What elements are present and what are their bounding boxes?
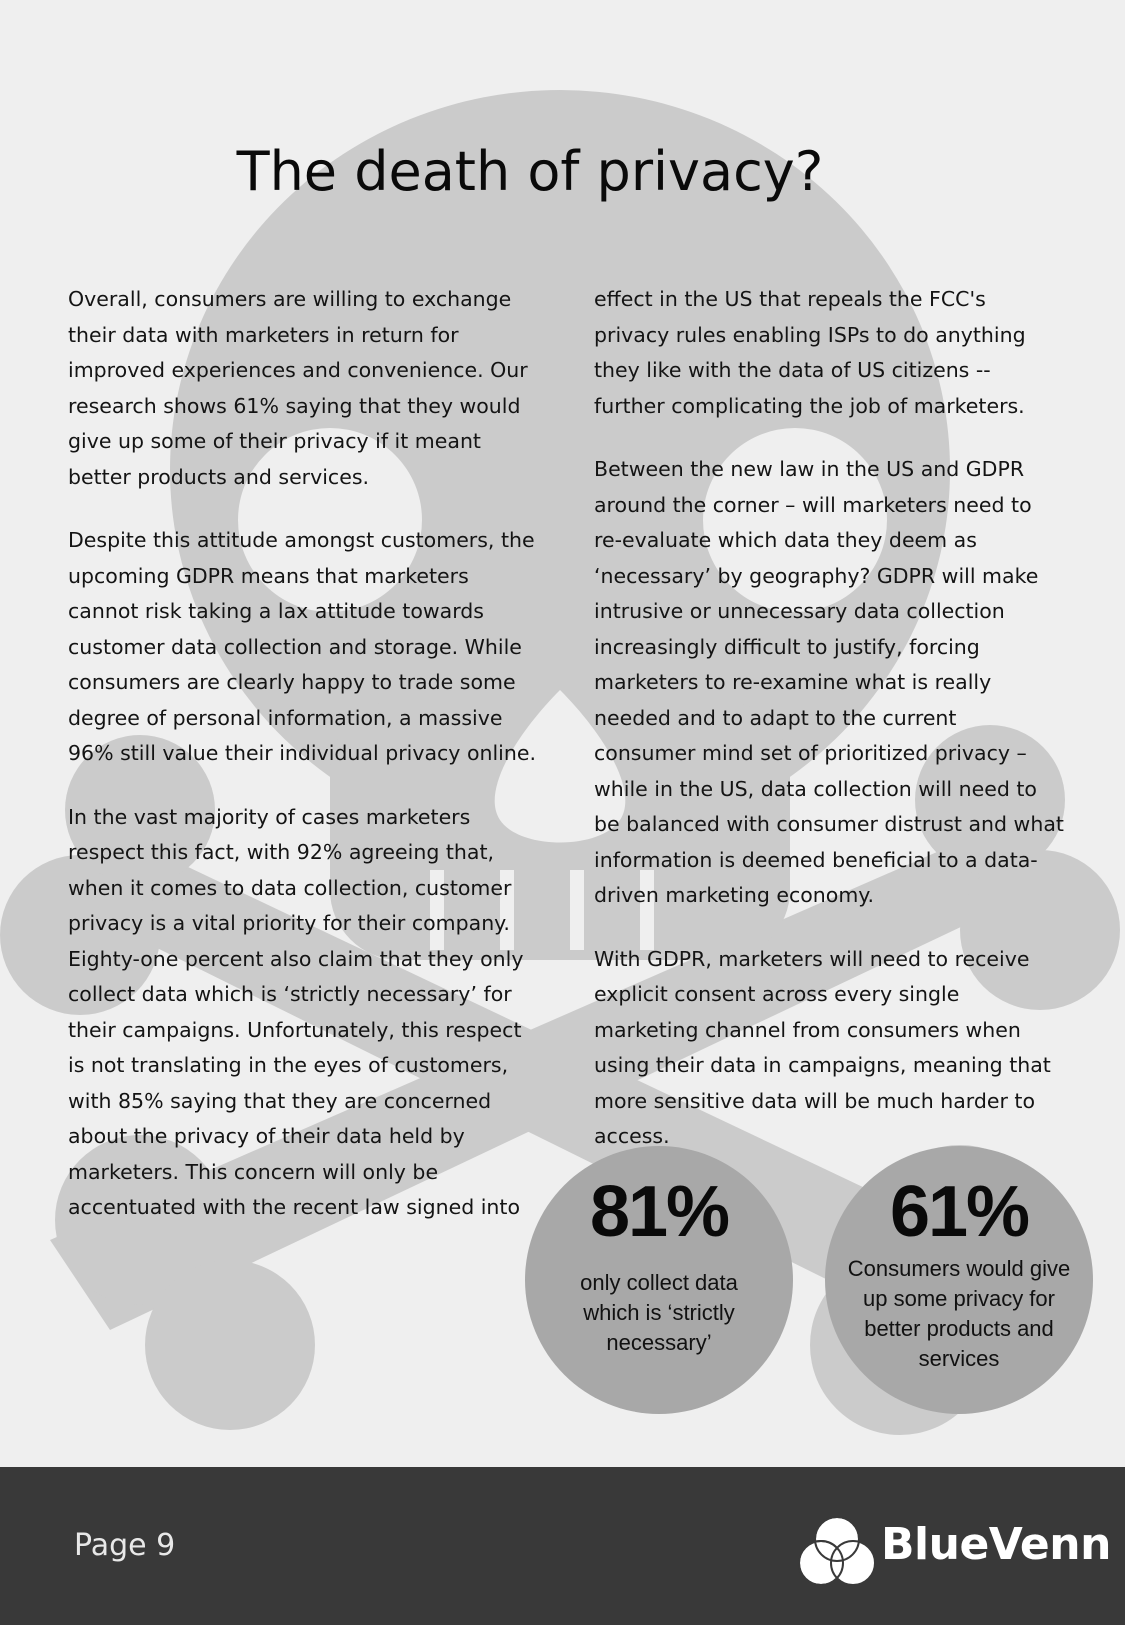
- paragraph: Between the new law in the US and GDPR around the corner – will marketers need to re-evaluate which data they deem as ‘necessary’ by geography? GDPR will make intrusive or unnecessary data collection increasingly difficult to justify, forcing marketers to re-examine what is really needed and to adapt to the current consumer mind set of prioritized privacy – while in the US, data collection will need to be balanced with consumer distrust and what information is deemed beneficial to a data-driven marketing economy.: [594, 457, 1064, 907]
- brand-logo: [795, 1515, 1111, 1587]
- page-title: The death of privacy?: [236, 140, 824, 203]
- paragraph: Despite this attitude amongst customers, the upcoming GDPR means that marketers cannot risk taking a lax attitude towards customer data collection and storage. While consumers are clearly happy to trade some degree of personal information, a massive 96% still value their individual privacy online.: [68, 528, 536, 765]
- left-column: [68, 282, 538, 1254]
- stat-value: 61%: [889, 1172, 1029, 1252]
- paragraph: In the vast majority of cases marketers respect this fact, with 92% agreeing that, when it comes to data collection, customer privacy is a vital priority for their company. Eighty-one percent also claim that they only collect data which is ‘strictly necessary’ for their campaigns. Unfortunately, this respect is not translating in the eyes of customers, with 85% saying that they are concerned about the privacy of their data held by marketers. This concern will only be accentuated with the recent law signed into: [68, 804, 524, 1219]
- venn-logo-icon: [795, 1515, 879, 1587]
- stat-circle-81: [525, 1146, 793, 1414]
- stat-circle-61: [825, 1146, 1093, 1414]
- page-number: Page 9: [74, 1528, 176, 1563]
- paragraph: With GDPR, marketers will need to receive explicit consent across every single marketing channel from consumers when using their data in campaigns, meaning that more sensitive data will be much harder to access.: [594, 946, 1051, 1148]
- brand-name: BlueVenn: [881, 1519, 1111, 1570]
- stat-caption: only collect data which is ‘strictly necessary’: [580, 1270, 738, 1355]
- paragraph: Overall, consumers are willing to exchange their data with marketers in return for improved experiences and convenience. Our research shows 61% saying that they would give up some of their privacy if it meant better products and services.: [68, 287, 528, 489]
- right-column: [594, 282, 1064, 1183]
- stat-value: 81%: [589, 1172, 729, 1252]
- paragraph: effect in the US that repeals the FCC's privacy rules enabling ISPs to do anything they like with the data of US citizens -- further complicating the job of marketers.: [594, 287, 1026, 418]
- stat-caption: Consumers would give up some privacy for better products and services: [847, 1256, 1071, 1371]
